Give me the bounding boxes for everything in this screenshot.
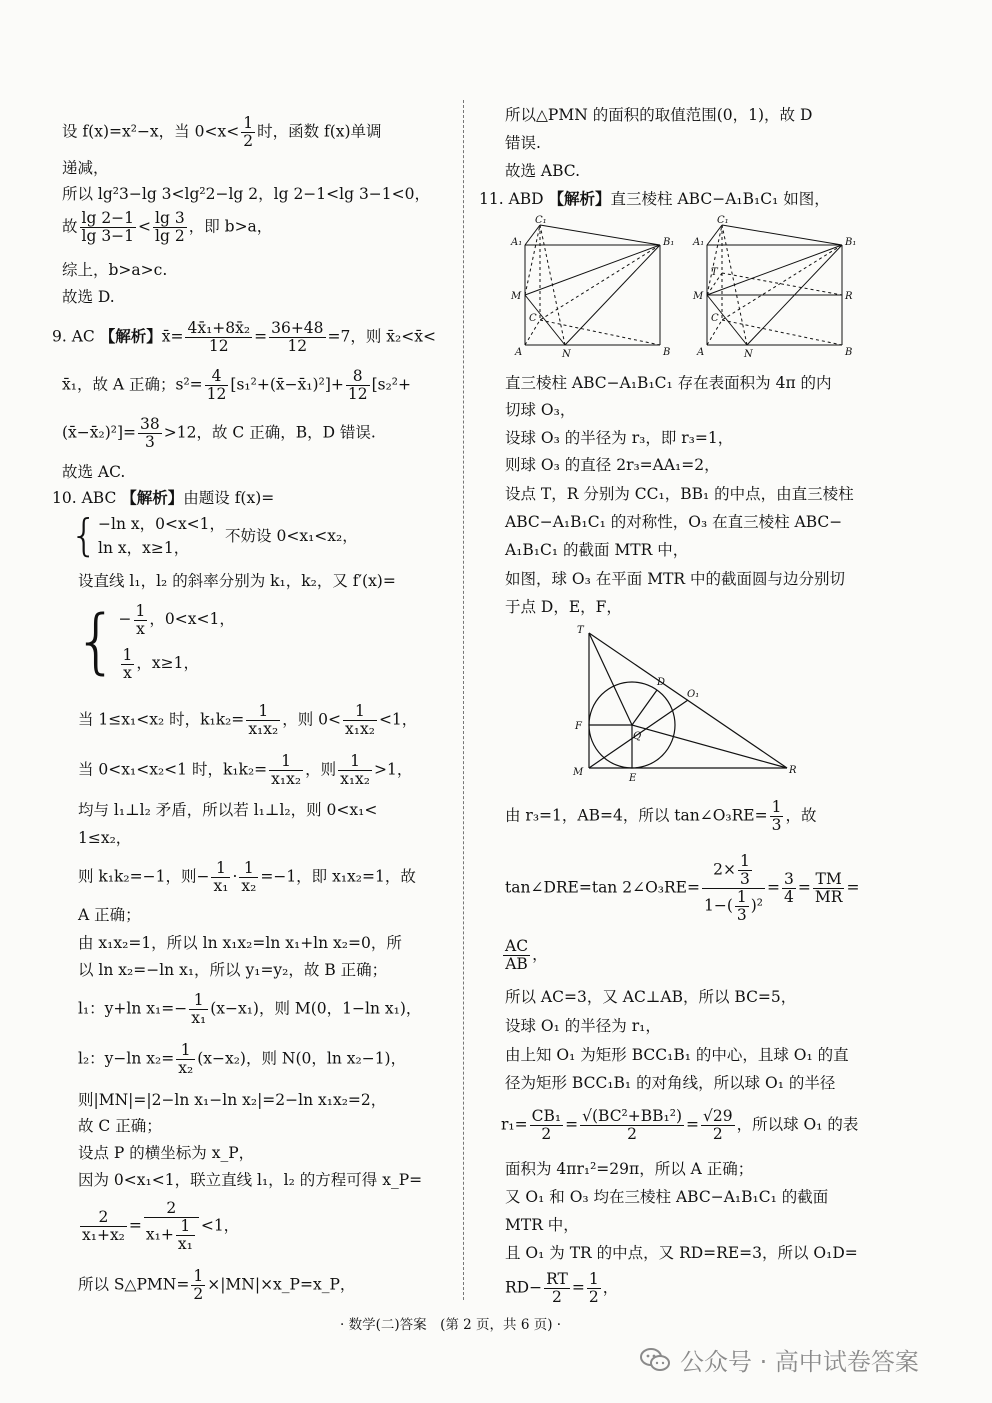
text: (x−x₁)，则 M(0，1−ln x₁)，: [210, 999, 422, 1018]
analysis-tag: 【解析】: [548, 190, 611, 208]
fraction: [530, 1108, 563, 1143]
text: x̄=: [161, 327, 184, 346]
text-line: 1≤x₂，: [78, 829, 132, 847]
fraction: [153, 210, 187, 245]
text: 当 1≤x₁<x₂ 时，k₁k₂=: [78, 710, 245, 729]
segment: [565, 245, 660, 345]
vertex-label: A₁: [511, 237, 523, 248]
numerator: 4: [205, 368, 229, 386]
point-label: F: [575, 721, 582, 732]
q10-line-s: [78, 1200, 239, 1253]
text: ，则 0<: [282, 710, 342, 729]
fraction: [343, 703, 377, 738]
numerator: 1: [771, 798, 782, 816]
text: x₁+: [145, 1225, 174, 1244]
denominator: x₁: [191, 1009, 207, 1027]
edge: [540, 225, 660, 245]
vertex-label: C: [711, 313, 719, 324]
q10-line1: [52, 488, 274, 508]
text: 由 r₃=1，AB=4，所以 tan∠O₃RE=: [505, 806, 768, 825]
text: (x−x₂)，则 N(0，ln x₂−1)，: [197, 1049, 407, 1068]
text: =: [767, 878, 781, 897]
vertex-label: A: [515, 347, 523, 358]
piecewise: [98, 512, 225, 560]
segment: [540, 225, 565, 345]
denominator: 2: [627, 1125, 637, 1143]
denominator: x₁x₂: [345, 720, 375, 738]
text-line: 所以 lg²3−lg 3<lg²2−lg 2，lg 2−1<lg 3−1<0，: [62, 185, 431, 203]
denominator: 2: [552, 1288, 562, 1306]
numerator: RT: [546, 1270, 568, 1288]
text: =: [846, 878, 860, 897]
case: [119, 597, 235, 641]
numerator: 1: [343, 703, 377, 721]
text: ，即 b>a，: [188, 217, 273, 236]
fraction: [702, 853, 765, 924]
point-label: O₁: [687, 689, 700, 700]
column-divider: [463, 100, 464, 1300]
numerator: 1: [135, 601, 146, 620]
text-line: A 正确；: [78, 906, 141, 924]
numerator: AC: [505, 937, 529, 955]
q10-line-t: [78, 1268, 355, 1303]
text-line: 以 ln x₂=−ln x₁，所以 y₁=y₂，故 B 正确；: [78, 961, 388, 979]
denominator: [144, 1218, 199, 1253]
text-line: 所以△PMN 的面积的取值范围(0，1)，故 D: [505, 106, 813, 124]
fraction: [144, 1200, 199, 1253]
fraction: [782, 871, 796, 906]
text-line: 均与 l₁⊥l₂ 矛盾，所以若 l₁⊥l₂，则 0<x₁<: [78, 801, 378, 819]
denominator: 2: [588, 1288, 599, 1306]
numerator: 1: [338, 753, 372, 771]
fraction: [189, 992, 208, 1027]
text: tan∠DRE=tan 2∠O₃RE=: [505, 878, 700, 897]
fraction: [246, 703, 280, 738]
numerator: 1: [246, 703, 280, 721]
vertex-label: C₁: [535, 215, 547, 226]
denominator: lg 2: [155, 227, 185, 245]
text-line: 又 O₁ 和 O₃ 均在三棱柱 ABC−A₁B₁C₁ 的截面: [505, 1188, 829, 1206]
text: <1，: [200, 1216, 240, 1235]
vertex-label: A₁: [693, 237, 705, 248]
numerator: 36+48: [271, 319, 324, 337]
text-line: 由上知 O₁ 为矩形 BCC₁B₁ 的中心，且球 O₁ 的直: [505, 1046, 849, 1064]
tan-line-2: [505, 853, 859, 924]
fraction: [205, 368, 229, 403]
numerator: 1: [176, 1042, 195, 1060]
denominator: x₁: [213, 877, 229, 895]
numerator: √(BC²+BB₁²): [582, 1107, 683, 1125]
text: [s₂²+: [371, 375, 412, 394]
text-line: 故选 AC.: [62, 463, 126, 481]
denominator: lg 3−1: [81, 227, 135, 245]
text-line: 且 O₁ 为 TR 的中点，又 RD=RE=3，所以 O₁D=: [505, 1244, 858, 1262]
text: =: [565, 1115, 579, 1134]
watermark: [640, 1342, 919, 1377]
fraction: [770, 799, 784, 834]
q9-line3: [62, 416, 376, 451]
point-label: T: [577, 625, 584, 636]
triangle-mtr-figure: [567, 623, 807, 783]
denominator: x: [123, 663, 132, 682]
text: RD−: [505, 1278, 543, 1297]
analysis-tag: 【解析】: [99, 327, 162, 346]
case: ln x，x≥1，: [98, 539, 190, 557]
fraction: [176, 1218, 195, 1253]
q10-line-n: [78, 1042, 406, 1077]
numerator: 3: [784, 870, 794, 888]
text: 1−(: [703, 896, 733, 915]
text-line: 因为 0<x₁<1，联立直线 l₁，l₂ 的方程可得 x_P=: [78, 1171, 423, 1189]
denominator: 12: [347, 385, 368, 403]
brace-symbol: {: [74, 600, 119, 682]
numerator: 1: [739, 852, 750, 870]
fraction: [269, 320, 325, 355]
text: l₂：y−ln x₂=: [78, 1049, 175, 1068]
text: )²: [750, 896, 764, 915]
q10-line-e: [78, 703, 417, 738]
denominator: 12: [208, 337, 229, 355]
numerator: 1: [269, 753, 303, 771]
segment: [589, 633, 632, 725]
denominator: 2: [712, 1125, 723, 1143]
text-line: 递减，: [62, 159, 109, 177]
text: 2×: [713, 860, 736, 879]
denominator: 2: [541, 1125, 552, 1143]
prism-figure-1: [505, 215, 675, 360]
piecewise: [119, 597, 235, 685]
text-line: 故 $\frac{\lg 2-1}{\lg 3-1}$ < $\frac{\lg 3}{\lg 2}$ ，即 b>a，: [62, 209, 273, 245]
denominator: 3: [739, 870, 750, 888]
text-line: 设球 O₁ 的半径为 r₁，: [505, 1017, 661, 1035]
point-label: R: [789, 765, 797, 776]
hidden-edge: [540, 320, 660, 345]
text: 由题设 f(x)=: [183, 489, 275, 507]
text-line: MTR 中，: [505, 1216, 579, 1234]
numerator: 2: [80, 1209, 127, 1227]
text-line: 则|MN|=|2−ln x₁−ln x₂|=2−ln x₁x₂=2，: [78, 1091, 387, 1109]
text: =: [128, 1216, 142, 1235]
numerator: 1: [122, 645, 133, 664]
text: 所以 S△PMN=: [78, 1275, 190, 1294]
edge: [722, 225, 842, 245]
q9-line1: 9. AC 【解析】x̄= $\frac{\text{4x̄₁+8x̄₂}}{12}$ = $\frac{36+48}{12}$ =7，则 x̄₂<x̄<: [52, 319, 436, 355]
text: r₁=: [501, 1115, 528, 1134]
brace-symbol: {: [70, 510, 98, 561]
fraction: [191, 1268, 205, 1303]
q10-derivative-cases: [74, 597, 235, 685]
text: ，: [602, 1278, 619, 1297]
point-label: E: [629, 773, 637, 783]
numerator: lg 3: [155, 209, 185, 227]
text: ，x≥1，: [136, 654, 200, 672]
vertex-label: C: [529, 313, 537, 324]
text: <1，: [378, 710, 418, 729]
ac-ab-line: [501, 938, 548, 973]
wechat-icon: [640, 1347, 670, 1373]
numerator: 38: [140, 415, 160, 433]
case: −ln x，0<x<1，: [98, 515, 226, 533]
vertex-label: N: [562, 349, 571, 360]
text-line: 故选 ABC.: [505, 162, 581, 180]
text-line: 设直线 l₁，l₂ 的斜率分别为 k₁，k₂，又 f′(x)=: [78, 572, 396, 590]
fraction: [80, 1209, 127, 1244]
fraction: [121, 647, 135, 682]
q11-line1: [479, 189, 830, 209]
question-number: 9. AC: [52, 327, 95, 346]
denominator: 12: [287, 337, 308, 355]
fraction: [338, 753, 372, 788]
text: 不妨设 0<x₁<x₂，: [225, 527, 358, 545]
denominator: x: [136, 619, 145, 638]
fraction: [580, 1108, 684, 1143]
fraction: [134, 603, 148, 638]
text: ，所以球 O₁ 的表: [736, 1115, 859, 1134]
text-line: 设点 P 的横坐标为 x_P，: [78, 1144, 255, 1162]
numerator: 8: [346, 368, 370, 386]
text: l₁：y+ln x₁=−: [78, 999, 188, 1018]
text: >1，: [374, 760, 413, 779]
radius-line: [501, 1108, 858, 1143]
vertex-label: B₁: [845, 237, 857, 248]
text: =−1，即 x₁x₂=1，故: [260, 867, 416, 886]
denominator: x₁x₂: [271, 770, 302, 788]
point-label: Q: [633, 731, 642, 742]
fraction: [80, 210, 137, 245]
vertex-label: C₁: [717, 215, 729, 226]
fraction: [738, 853, 752, 888]
denominator: 3: [144, 433, 155, 451]
denominator: 2: [193, 1285, 204, 1303]
text-line: 所以 AC=3，又 AC⊥AB，所以 BC=5，: [505, 988, 797, 1006]
fraction: [503, 938, 530, 973]
text: 直三棱柱 ABC−A₁B₁C₁ 如图，: [610, 190, 830, 208]
text: ，故: [785, 806, 817, 825]
page-footer: · 数学(二)答案 (第 2 页，共 6 页) ·: [340, 1317, 562, 1333]
denominator: 3: [771, 816, 782, 834]
fraction: [185, 320, 252, 355]
text: 当 0<x₁<x₂<1 时，k₁k₂=: [78, 760, 268, 779]
fraction: [587, 1271, 601, 1306]
denominator: 2: [243, 132, 254, 150]
text-line: 故选 D.: [62, 288, 115, 306]
fraction: [701, 1108, 735, 1143]
denominator: AB: [505, 955, 528, 973]
text-line: 如图，球 O₃ 在平面 MTR 中的截面圆与边分别切: [505, 570, 846, 588]
fraction: [241, 115, 255, 150]
text: ×|MN|×x_P=x_P，: [207, 1275, 356, 1294]
text-line: 设球 O₃ 的半径为 r₃，即 r₃=1，: [505, 429, 734, 447]
text: =7，则 x̄₂<x̄<: [327, 327, 436, 346]
text: x̄₁，故 A 正确；s²=: [62, 375, 203, 394]
vertex-label: T: [711, 267, 718, 278]
point-label: D: [657, 677, 666, 688]
radius: [632, 690, 657, 725]
denominator: x₁x₂: [248, 720, 279, 738]
vertex-label: B₁: [663, 237, 675, 248]
text-line: 面积为 4πr₁²=29π，所以 A 正确；: [505, 1160, 754, 1178]
text-line: 错误.: [505, 134, 541, 152]
numerator: CB₁: [531, 1107, 562, 1125]
vertex-label: A: [697, 347, 705, 358]
fraction: [211, 860, 230, 895]
text-line: 则球 O₃ 的直径 2r₃=AA₁=2，: [505, 456, 720, 474]
case: [119, 641, 235, 685]
numerator: √29: [703, 1107, 733, 1125]
watermark-text: 公众号 · 高中试卷答案: [680, 1348, 919, 1376]
text-line: 由 x₁x₂=1，所以 ln x₁x₂=ln x₁+ln x₂=0，所: [78, 934, 402, 952]
text: ·: [232, 867, 238, 886]
q10-line-f: [78, 753, 412, 788]
vertex-label: M: [693, 291, 704, 302]
text: ，则: [305, 760, 337, 779]
text: =: [571, 1278, 585, 1297]
text: (x̄−x̄₂)²]=: [62, 423, 137, 442]
denominator: x₂: [241, 877, 257, 895]
vertex-label: N: [744, 349, 753, 360]
numerator: 2: [144, 1200, 199, 1218]
denominator: MR: [814, 888, 843, 906]
vertex-label: M: [511, 291, 522, 302]
denominator: x₁+x₂: [82, 1226, 125, 1244]
fraction: [239, 860, 258, 895]
denominator: x₁: [177, 1235, 193, 1253]
denominator: x₂: [178, 1059, 194, 1077]
q9-line2: [62, 368, 411, 403]
fraction: [269, 753, 303, 788]
q10-line-m: [78, 992, 421, 1027]
text: −: [118, 610, 132, 628]
fraction: [735, 889, 749, 924]
vertex-label: B: [663, 347, 671, 358]
fraction: [138, 416, 162, 451]
analysis-tag: 【解析】: [121, 489, 184, 507]
q10-line-i: [78, 860, 416, 895]
tan-line-1: [505, 799, 816, 834]
segment: [722, 273, 842, 295]
text-line: A₁B₁C₁ 的截面 MTR 中，: [505, 541, 689, 559]
fraction: [176, 1042, 195, 1077]
denominator: 4: [784, 888, 794, 906]
text: 设 f(x)=x²−x，当 0<x<: [62, 122, 240, 141]
numerator: 1: [176, 1218, 195, 1236]
numerator: 1: [189, 992, 208, 1010]
text: 时，函数 f(x)单调: [257, 122, 382, 141]
fraction: [813, 871, 845, 906]
od-line: [505, 1271, 618, 1306]
text-line: 综上，b>a>c.: [62, 261, 168, 279]
prism-figure-2: [687, 215, 857, 360]
question-number: 11. ABD: [479, 190, 544, 208]
text: >12，故 C 正确，B，D 错误.: [163, 423, 376, 442]
denominator: 12: [206, 385, 227, 403]
vertex-label: R: [845, 291, 853, 302]
text-line: 切球 O₃，: [505, 401, 576, 419]
segment: [722, 225, 747, 345]
denominator: 3: [736, 906, 747, 924]
numerator: 4x̄₁+8x̄₂: [187, 319, 251, 337]
text-line: 故 C 正确；: [78, 1117, 162, 1135]
point-label: M: [573, 767, 584, 778]
numerator: TM: [813, 871, 845, 889]
fraction: [346, 368, 370, 403]
question-number: 10. ABC: [52, 489, 117, 507]
text: ，: [532, 945, 548, 964]
numerator: 1: [193, 1267, 204, 1285]
text: =: [797, 878, 811, 897]
hidden-edge: [722, 320, 842, 345]
vertex-label: B: [845, 347, 853, 358]
text: ，0<x<1，: [149, 610, 235, 628]
text: [s₁²+(x̄−x̄₁)²]+: [230, 375, 344, 394]
numerator: 1: [588, 1270, 599, 1288]
text: =: [686, 1115, 700, 1134]
denominator: [702, 889, 765, 924]
q10-cases: [70, 512, 358, 560]
text: 故: [62, 217, 78, 236]
numerator: 1: [239, 860, 258, 878]
text-line: 直三棱柱 ABC−A₁B₁C₁ 存在表面积为 4π 的内: [505, 374, 832, 392]
numerator: lg 2−1: [81, 209, 135, 227]
fraction: [544, 1271, 570, 1306]
text-line: ABC−A₁B₁C₁ 的对称性，O₃ 在直三棱柱 ABC−: [505, 513, 843, 531]
text-line: 设点 T，R 分别为 CC₁，BB₁ 的中点，由直三棱柱: [505, 485, 854, 503]
denominator: x₁x₂: [340, 770, 371, 788]
numerator: 1: [243, 114, 254, 132]
text-line: [62, 115, 382, 150]
numerator: [702, 853, 765, 889]
numerator: 1: [211, 860, 230, 878]
text-line: 于点 D，E，F，: [505, 598, 622, 616]
text: 则 k₁k₂=−1，则−: [78, 867, 210, 886]
text-line: 径为矩形 BCC₁B₁ 的对角线，所以球 O₁ 的半径: [505, 1074, 836, 1092]
numerator: 1: [736, 888, 747, 906]
